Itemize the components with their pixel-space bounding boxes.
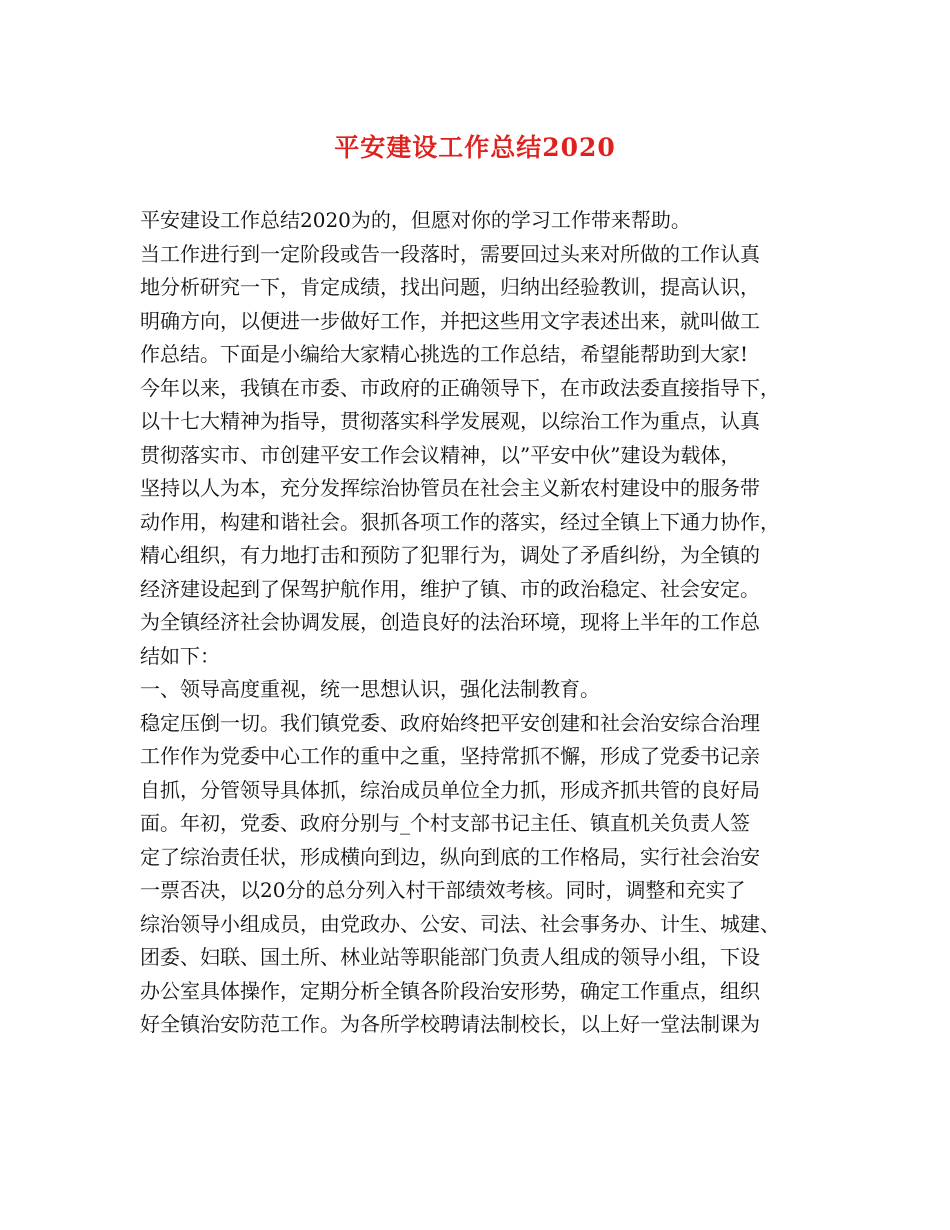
text-line: 地分析研究一下，肯定成绩，找出问题，归纳出经验教训，提高认识， bbox=[140, 275, 760, 299]
text-line: 今年以来，我镇在市委、市政府的正确领导下，在市政法委直接指导下， bbox=[140, 375, 780, 400]
text-line: 自抓，分管领导具体抓，综治成员单位全力抓，形成齐抓共管的良好局 bbox=[140, 777, 760, 802]
text-line: 坚持以人为本，充分发挥综治协管员在社会主义新农村建设中的服务带 bbox=[140, 476, 760, 500]
text-line: 贯彻落实市、市创建平安工作会议精神，以”平安中伙”建设为载体， bbox=[140, 442, 741, 467]
text-line: 工作作为党委中心工作的重中之重，坚持常抓不懈，形成了党委书记亲 bbox=[140, 744, 760, 768]
text-line: 好全镇治安防范工作。为各所学校聘请法制校长，以上好一堂法制课为 bbox=[140, 1012, 760, 1036]
text-line: 当工作进行到一定阶段或告一段落时，需要回过头来对所做的工作认真 bbox=[140, 241, 760, 266]
text-line: 综治领导小组成员，由党政办、公安、司法、社会事务办、计生、城建、 bbox=[140, 911, 780, 936]
text-line: 面。年初，党委、政府分别与_个村支部书记主任、镇直机关负责人签 bbox=[140, 811, 750, 835]
document-title: 平安建设工作总结2020 bbox=[334, 133, 616, 162]
text-line: 作总结。下面是小编给大家精心挑选的工作总结，希望能帮助到大家! bbox=[140, 342, 749, 366]
text-line: 稳定压倒一切。我们镇党委、政府始终把平安创建和社会治安综合治理 bbox=[140, 710, 760, 735]
text-line: 明确方向，以便进一步做好工作，并把这些用文字表述出来，就叫做工 bbox=[140, 308, 760, 333]
text-line: 为全镇经济社会协调发展，创造良好的法治环境，现将上半年的工作总 bbox=[140, 610, 760, 634]
text-line: 平安建设工作总结2020为的，但愿对你的学习工作带来帮助。 bbox=[140, 208, 691, 232]
text-line: 团委、妇联、国土所、林业站等职能部门负责人组成的领导小组，下设 bbox=[140, 945, 760, 969]
document-body bbox=[140, 204, 830, 1042]
text-line: 定了综治责任状，形成横向到边，纵向到底的工作格局，实行社会治安 bbox=[140, 844, 760, 869]
text-line: 动作用，构建和谐社会。狠抓各项工作的落实，经过全镇上下通力协作， bbox=[140, 509, 780, 534]
text-line: 办公室具体操作，定期分析全镇各阶段治安形势，确定工作重点，组织 bbox=[140, 978, 760, 1003]
text-line: 一、领导高度重视，统一思想认识，强化法制教育。 bbox=[140, 677, 600, 701]
text-line: 以十七大精神为指导，贯彻落实科学发展观，以综治工作为重点，认真 bbox=[140, 409, 760, 433]
text-line: 经济建设起到了保驾护航作用，维护了镇、市的政治稳定、社会安定。 bbox=[140, 576, 760, 601]
text-line: 精心组织，有力地打击和预防了犯罪行为，调处了矛盾纠纷，为全镇的 bbox=[140, 543, 760, 567]
text-line: 结如下： bbox=[140, 643, 220, 668]
text-line: 一票否决，以20分的总分列入村干部绩效考核。同时，调整和充实了 bbox=[140, 878, 746, 902]
